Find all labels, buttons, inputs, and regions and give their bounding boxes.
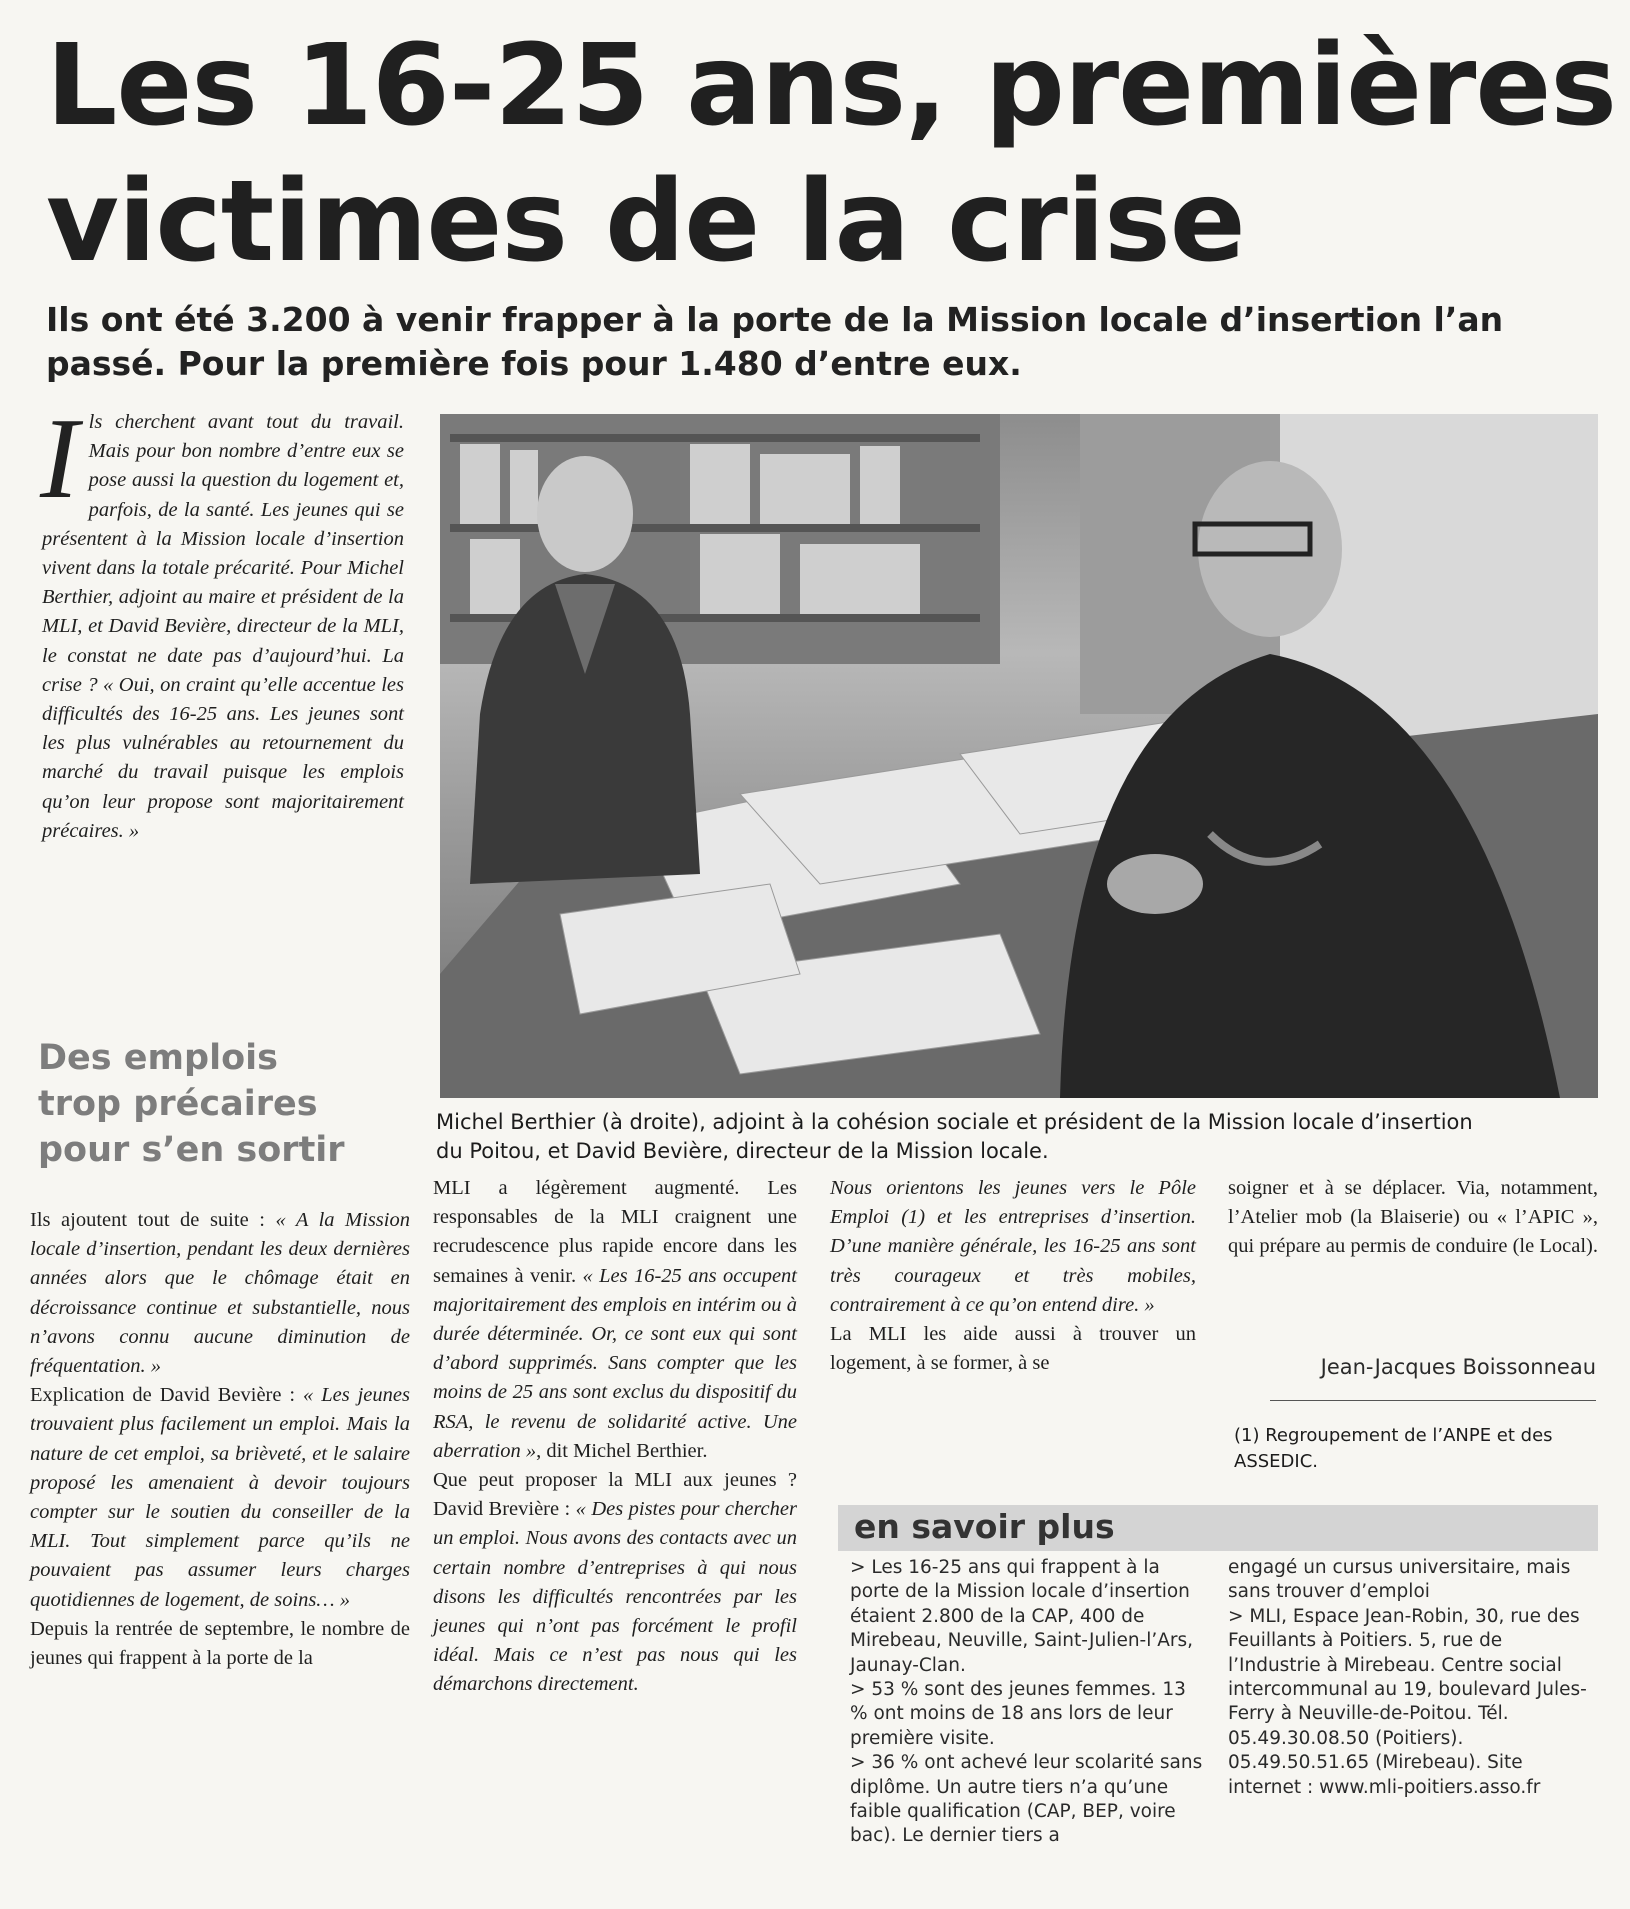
standfirst-line-2: passé. Pour la première fois pour 1.480 d’entre eux. <box>46 344 1022 383</box>
article-photo <box>440 414 1598 1098</box>
text-run: « Des pistes pour chercher un emploi. Nous avons des contacts avec un certain nombre d’entreprises à qui nous disons les difficultés rencontrées par les jeunes qui n’ont pas forcément le profil idéal. Mais ce n’est pas nous qui les démarchons directement. <box>433 1498 797 1696</box>
body-column-4 <box>1228 1174 1598 1262</box>
author-byline: Jean-Jacques Boissonneau <box>1320 1355 1596 1379</box>
text-run: soigner et à se déplacer. Via, notamment, l’Atelier mob (la Blaiserie) ou « l’APIC », qui prépare au permis de conduire (le Local). <box>1228 1177 1598 1258</box>
text-run: « Les 16-25 ans occupent majoritairement des emplois en intérim ou à durée déterminée. Or, ce sont eux qui sont d’abord supprimés. Sans compter que les moins de 25 ans sont exclus du dispositif du RSA, le revenu de solidarité active. Une aberration » <box>433 1264 797 1462</box>
info-box-title: en savoir plus <box>854 1507 1115 1546</box>
text-run: Ils ajoutent tout de suite : <box>30 1209 276 1231</box>
body-column-3 <box>830 1174 1196 1378</box>
info-item: > MLI, Espace Jean-Robin, 30, rue des Feuillants à Poitiers. 5, rue de l’Industrie à Mirebeau. Centre social intercommunal au 19, boulevard Jules-Ferry à Neuville-de-Poitou. Tél. 05.49.30.08.50 (Poitiers). 05.49.50.51.65 (Mirebeau). Site internet : www.mli-poitiers.asso.fr <box>1228 1605 1587 1798</box>
footnote: (1) Regroupement de l’ANPE et des ASSEDIC. <box>1234 1425 1553 1472</box>
info-item: > 36 % ont achevé leur scolarité sans diplôme. Un autre tiers n’a qu’une faible qualification (CAP, BEP, voire bac). Le dernier tiers a <box>850 1752 1203 1847</box>
caption-line-1: Michel Berthier (à droite), adjoint à la cohésion sociale et président de la Mission locale d’insertion <box>436 1110 1473 1134</box>
text-run: Que peut proposer la MLI aux jeunes ? David Brevière : <box>433 1469 797 1521</box>
photo-caption <box>436 1108 1602 1166</box>
drop-cap: I <box>40 395 79 523</box>
info-item: engagé un cursus universitaire, mais sans trouver d’emploi <box>1228 1557 1571 1603</box>
info-item: > 53 % sont des jeunes femmes. 13 % ont moins de 18 ans lors de leur première visite. <box>850 1679 1186 1749</box>
subheading-line-3: pour s’en sortir <box>38 1130 345 1170</box>
headline-line-2: victimes de la crise <box>46 157 1245 287</box>
text-run: « A la Mission locale d’insertion, pendant les deux dernières années alors que le chômage était en décroissance continue et substantielle, nous n’avons connu aucune diminution de fréquentation. » <box>30 1209 410 1378</box>
headline <box>46 18 1616 290</box>
lead-paragraph <box>40 395 404 846</box>
info-item: > Les 16-25 ans qui frappent à la porte de la Mission locale d’insertion étaient 2.800 de la CAP, 400 de Mirebeau, Neuville, Saint-Julien-l’Ars, Jaunay-Clan. <box>850 1557 1194 1676</box>
body-column-2 <box>433 1174 797 1700</box>
standfirst <box>46 298 1606 386</box>
subheading-line-2: trop précaires <box>38 1084 318 1124</box>
headline-line-1: Les 16-25 ans, premières <box>46 21 1616 151</box>
byline-divider <box>1270 1400 1596 1401</box>
caption-line-2: du Poitou, et David Bevière, directeur de la Mission locale. <box>436 1139 1049 1163</box>
text-run: , dit Michel Berthier. <box>536 1439 708 1462</box>
subheading <box>38 1035 408 1173</box>
text-run: MLI a légèrement augmenté. Les responsables de la MLI craignent une recrudescence plus rapide encore dans les semaines à venir. <box>433 1177 797 1287</box>
info-box-column-1 <box>850 1556 1204 1849</box>
body-column-1 <box>30 1206 410 1673</box>
text-run: Nous orientons les jeunes vers le Pôle Emploi (1) et les entreprises d’insertion. D’une manière générale, les 16-25 ans sont très courageux et très mobiles, contrairement à ce qu’on entend dire. » <box>830 1177 1196 1316</box>
standfirst-line-1: Ils ont été 3.200 à venir frapper à la porte de la Mission locale d’insertion l’an <box>46 300 1504 339</box>
text-run: Explication de David Bevière : <box>30 1384 304 1407</box>
photo-illustration <box>440 414 1598 1098</box>
info-box-column-2 <box>1228 1556 1598 1800</box>
text-run: « Les jeunes trouvaient plus facilement un emploi. Mais la nature de cet emploi, sa brièveté, et le salaire proposé les amenaient à devoir toujours compter sur le soutien du conseiller de la MLI. Tout simplement parce qu’ils ne pouvaient pas assumer leurs charges quotidiennes de logement, de soins… » <box>30 1384 410 1611</box>
subheading-line-1: Des emplois <box>38 1038 278 1078</box>
text-run: La MLI les aide aussi à trouver un logement, à se former, à se <box>830 1323 1196 1375</box>
lead-text: ls cherchent avant tout du travail. Mais pour bon nombre d’entre eux se pose aussi la question du logement et, parfois, de la santé. Les jeunes qui se présentent à la Mission locale d’insertion vivent dans la totale précarité. Pour Michel Berthier, adjoint au maire et président de la MLI, et David Bevière, directeur de la MLI, le constat ne date pas d’aujourd’hui. La crise ? « Oui, on craint qu’elle accentue les difficultés des 16-25 ans. Les jeunes sont les plus vulnérables au retournement du marché du travail puisque les emplois qu’on leur propose sont majoritairement précaires. » <box>42 411 404 842</box>
text-run: Depuis la rentrée de septembre, le nombre de jeunes qui frappent à la porte de la <box>30 1617 410 1670</box>
